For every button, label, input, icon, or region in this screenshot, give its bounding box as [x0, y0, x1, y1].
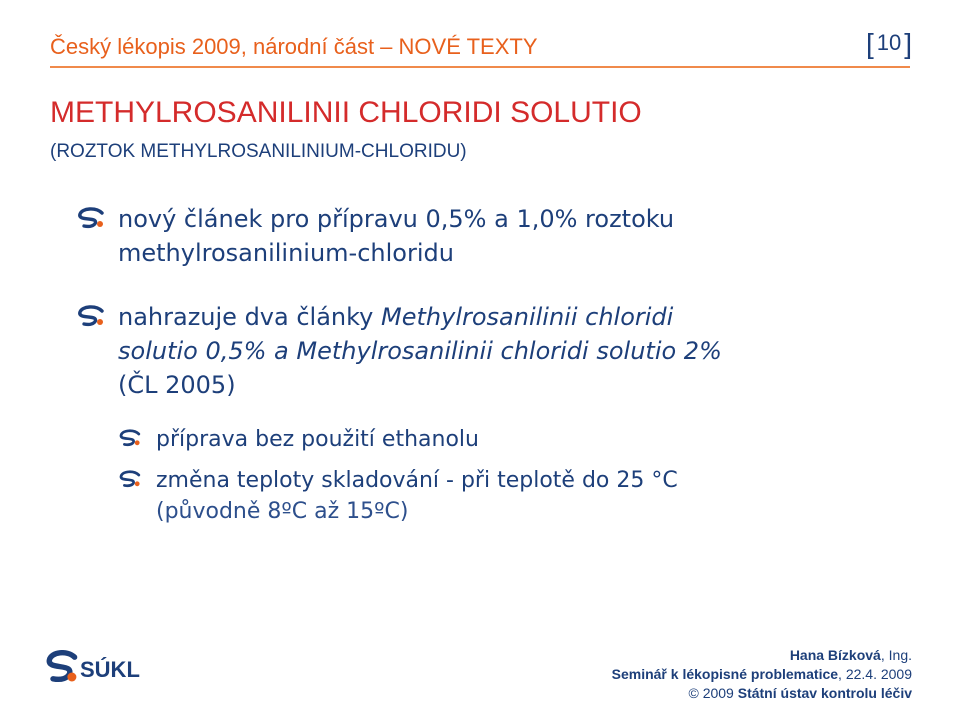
header-title — [50, 34, 538, 60]
page-bracket-open: [ — [865, 28, 874, 59]
bullet-italic: solutio 0,5% a Methylrosanilinii chloridi solutio 2% — [118, 337, 722, 365]
bullet-line: (ČL 2005) — [118, 371, 236, 399]
page-number — [866, 28, 912, 60]
slide-subtitle: (ROZTOK METHYLROSANILINIUM-CHLORIDU) — [50, 141, 467, 162]
author-name: Hana Bízková — [789, 647, 881, 663]
copyright-prefix: © 2009 — [688, 685, 738, 701]
sukl-logo-icon — [44, 650, 80, 686]
bullet-item — [118, 202, 898, 270]
copyright-org: Státní ústav kontrolu léčiv — [737, 685, 912, 701]
header-title-accent: NOVÉ TEXTY — [398, 34, 538, 59]
swirl-subbullet-icon — [118, 470, 142, 488]
seminar-name: Seminář k lékopisné problematice — [611, 666, 839, 682]
sub-bullet-line: příprava bez použití ethanolu — [156, 427, 479, 452]
sub-bullet-line: (původně 8ºC až 15ºC) — [156, 499, 409, 524]
bullet-italic: Methylrosanilinii chloridi — [381, 303, 674, 331]
page-number-value: 10 — [876, 30, 902, 55]
slide-title: METHYLROSANILINII CHLORIDI SOLUTIO — [50, 96, 642, 129]
page-bracket-close: ] — [904, 28, 912, 59]
swirl-bullet-icon — [76, 305, 106, 327]
bullet-lead: nahrazuje dva články — [118, 303, 382, 331]
header-divider — [50, 66, 910, 68]
bullet-line: methylrosanilinium-chloridu — [118, 239, 454, 267]
author-title: , Ing. — [880, 647, 912, 663]
sub-bullet-item — [156, 424, 896, 455]
bullet-item — [118, 300, 898, 402]
seminar-date: , 22.4. 2009 — [838, 666, 912, 682]
sub-bullet-item — [156, 465, 896, 527]
sub-bullet-line: změna teploty skladování - při teplotě do 25 °C — [156, 468, 678, 493]
swirl-subbullet-icon — [118, 429, 142, 447]
header-title-prefix: Český lékopis 2009, národní část – — [50, 34, 399, 59]
footer-credits — [612, 646, 912, 703]
sukl-logo-text: SÚKL — [80, 657, 140, 682]
swirl-bullet-icon — [76, 207, 106, 229]
bullet-line: nový článek pro přípravu 0,5% a 1,0% roztoku — [118, 205, 675, 233]
